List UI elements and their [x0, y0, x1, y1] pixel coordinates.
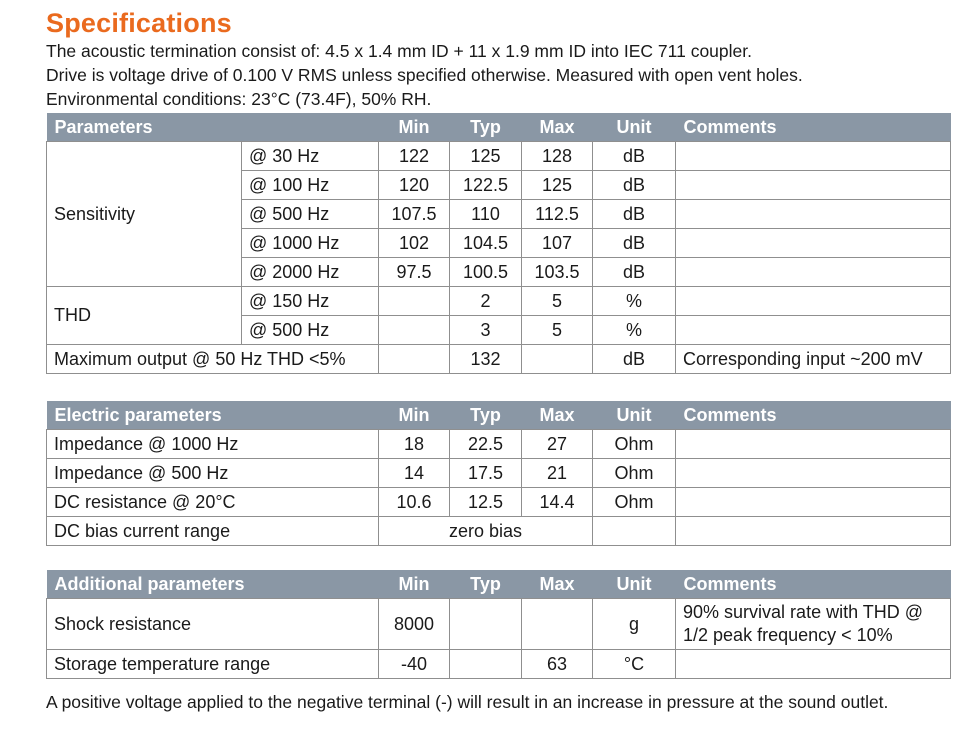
max-cell — [522, 599, 593, 650]
max-cell: 125 — [522, 171, 593, 200]
min-cell: 120 — [379, 171, 450, 200]
condition-cell: @ 100 Hz — [242, 171, 379, 200]
table-row — [47, 345, 951, 374]
max-cell: 128 — [522, 142, 593, 171]
max-cell: 103.5 — [522, 258, 593, 287]
max-cell: 5 — [522, 316, 593, 345]
table-header-row — [47, 570, 951, 599]
max-cell: 27 — [522, 430, 593, 459]
condition-cell: @ 1000 Hz — [242, 229, 379, 258]
comment-cell — [676, 316, 951, 345]
parameter-label: DC bias current range — [47, 517, 379, 546]
unit-cell: Ohm — [593, 459, 676, 488]
table-row — [47, 287, 951, 316]
header-unit: Unit — [593, 570, 676, 599]
min-cell: 18 — [379, 430, 450, 459]
header-max: Max — [522, 401, 593, 430]
max-output-label: Maximum output @ 50 Hz THD <5% — [47, 345, 379, 374]
header-parameters: Parameters — [47, 113, 379, 142]
header-typ: Typ — [450, 113, 522, 142]
table-row — [47, 142, 951, 171]
electric-parameters-table — [46, 401, 951, 546]
intro-line-1: The acoustic termination consist of: 4.5 x 1.4 mm ID + 11 x 1.9 mm ID into IEC 711 coupler. — [46, 41, 752, 61]
header-max: Max — [522, 113, 593, 142]
header-comments: Comments — [676, 570, 951, 599]
comment-cell — [676, 142, 951, 171]
typ-cell: 125 — [450, 142, 522, 171]
parameter-label: Shock resistance — [47, 599, 379, 650]
header-typ: Typ — [450, 570, 522, 599]
condition-cell: @ 500 Hz — [242, 200, 379, 229]
comment-cell: Corresponding input ~200 mV — [676, 345, 951, 374]
min-cell: 122 — [379, 142, 450, 171]
header-max: Max — [522, 570, 593, 599]
condition-cell: @ 30 Hz — [242, 142, 379, 171]
comment-cell — [676, 517, 951, 546]
typ-cell — [450, 599, 522, 650]
min-cell — [379, 345, 450, 374]
unit-cell: Ohm — [593, 488, 676, 517]
max-cell: 21 — [522, 459, 593, 488]
header-unit: Unit — [593, 113, 676, 142]
unit-cell: dB — [593, 171, 676, 200]
unit-cell — [593, 517, 676, 546]
intro-text — [46, 39, 966, 111]
polarity-note: A positive voltage applied to the negative terminal (-) will result in an increase in pressure at the sound outlet. — [46, 692, 889, 712]
comment-cell — [676, 287, 951, 316]
page-title: Specifications — [46, 8, 232, 38]
min-cell: 8000 — [379, 599, 450, 650]
unit-cell: dB — [593, 345, 676, 374]
min-cell: 97.5 — [379, 258, 450, 287]
comment-cell — [676, 650, 951, 679]
header-min: Min — [379, 113, 450, 142]
typ-cell — [450, 650, 522, 679]
table-row — [47, 650, 951, 679]
typ-cell: 100.5 — [450, 258, 522, 287]
header-comments: Comments — [676, 401, 951, 430]
unit-cell: g — [593, 599, 676, 650]
unit-cell: dB — [593, 258, 676, 287]
typ-cell: 3 — [450, 316, 522, 345]
header-typ: Typ — [450, 401, 522, 430]
unit-cell: °C — [593, 650, 676, 679]
typ-cell: 12.5 — [450, 488, 522, 517]
table-row — [47, 517, 951, 546]
bias-value-cell: zero bias — [379, 517, 593, 546]
max-cell: 63 — [522, 650, 593, 679]
max-cell: 14.4 — [522, 488, 593, 517]
sensitivity-label: Sensitivity — [47, 142, 242, 287]
condition-cell: @ 150 Hz — [242, 287, 379, 316]
comment-cell — [676, 488, 951, 517]
header-comments: Comments — [676, 113, 951, 142]
typ-cell: 104.5 — [450, 229, 522, 258]
table-header-row — [47, 113, 951, 142]
min-cell — [379, 287, 450, 316]
unit-cell: dB — [593, 200, 676, 229]
unit-cell: dB — [593, 229, 676, 258]
comment-cell — [676, 171, 951, 200]
min-cell: 14 — [379, 459, 450, 488]
min-cell: 10.6 — [379, 488, 450, 517]
min-cell: 107.5 — [379, 200, 450, 229]
comment-cell — [676, 229, 951, 258]
typ-cell: 132 — [450, 345, 522, 374]
min-cell: 102 — [379, 229, 450, 258]
max-cell: 112.5 — [522, 200, 593, 229]
intro-line-2: Drive is voltage drive of 0.100 V RMS unless specified otherwise. Measured with open vent holes. — [46, 65, 803, 85]
typ-cell: 2 — [450, 287, 522, 316]
typ-cell: 22.5 — [450, 430, 522, 459]
condition-cell: @ 2000 Hz — [242, 258, 379, 287]
min-cell — [379, 316, 450, 345]
intro-line-3: Environmental conditions: 23°C (73.4F), 50% RH. — [46, 89, 432, 109]
max-cell — [522, 345, 593, 374]
comment-cell: 90% survival rate with THD @ 1/2 peak frequency < 10% — [676, 599, 951, 650]
table-row — [47, 599, 951, 650]
max-cell: 107 — [522, 229, 593, 258]
typ-cell: 122.5 — [450, 171, 522, 200]
parameter-label: Impedance @ 500 Hz — [47, 459, 379, 488]
table-row — [47, 488, 951, 517]
unit-cell: % — [593, 287, 676, 316]
comment-cell — [676, 430, 951, 459]
table-header-row — [47, 401, 951, 430]
table-row — [47, 459, 951, 488]
parameters-table — [46, 113, 951, 374]
parameter-label: Impedance @ 1000 Hz — [47, 430, 379, 459]
condition-cell: @ 500 Hz — [242, 316, 379, 345]
comment-cell — [676, 459, 951, 488]
typ-cell: 17.5 — [450, 459, 522, 488]
additional-parameters-table — [46, 570, 951, 679]
thd-label: THD — [47, 287, 242, 345]
header-additional-parameters: Additional parameters — [47, 570, 379, 599]
max-cell: 5 — [522, 287, 593, 316]
header-unit: Unit — [593, 401, 676, 430]
header-min: Min — [379, 401, 450, 430]
comment-cell — [676, 200, 951, 229]
parameter-label: DC resistance @ 20°C — [47, 488, 379, 517]
unit-cell: % — [593, 316, 676, 345]
header-min: Min — [379, 570, 450, 599]
table-row — [47, 430, 951, 459]
unit-cell: dB — [593, 142, 676, 171]
typ-cell: 110 — [450, 200, 522, 229]
min-cell: -40 — [379, 650, 450, 679]
unit-cell: Ohm — [593, 430, 676, 459]
header-electric-parameters: Electric parameters — [47, 401, 379, 430]
comment-cell — [676, 258, 951, 287]
parameter-label: Storage temperature range — [47, 650, 379, 679]
